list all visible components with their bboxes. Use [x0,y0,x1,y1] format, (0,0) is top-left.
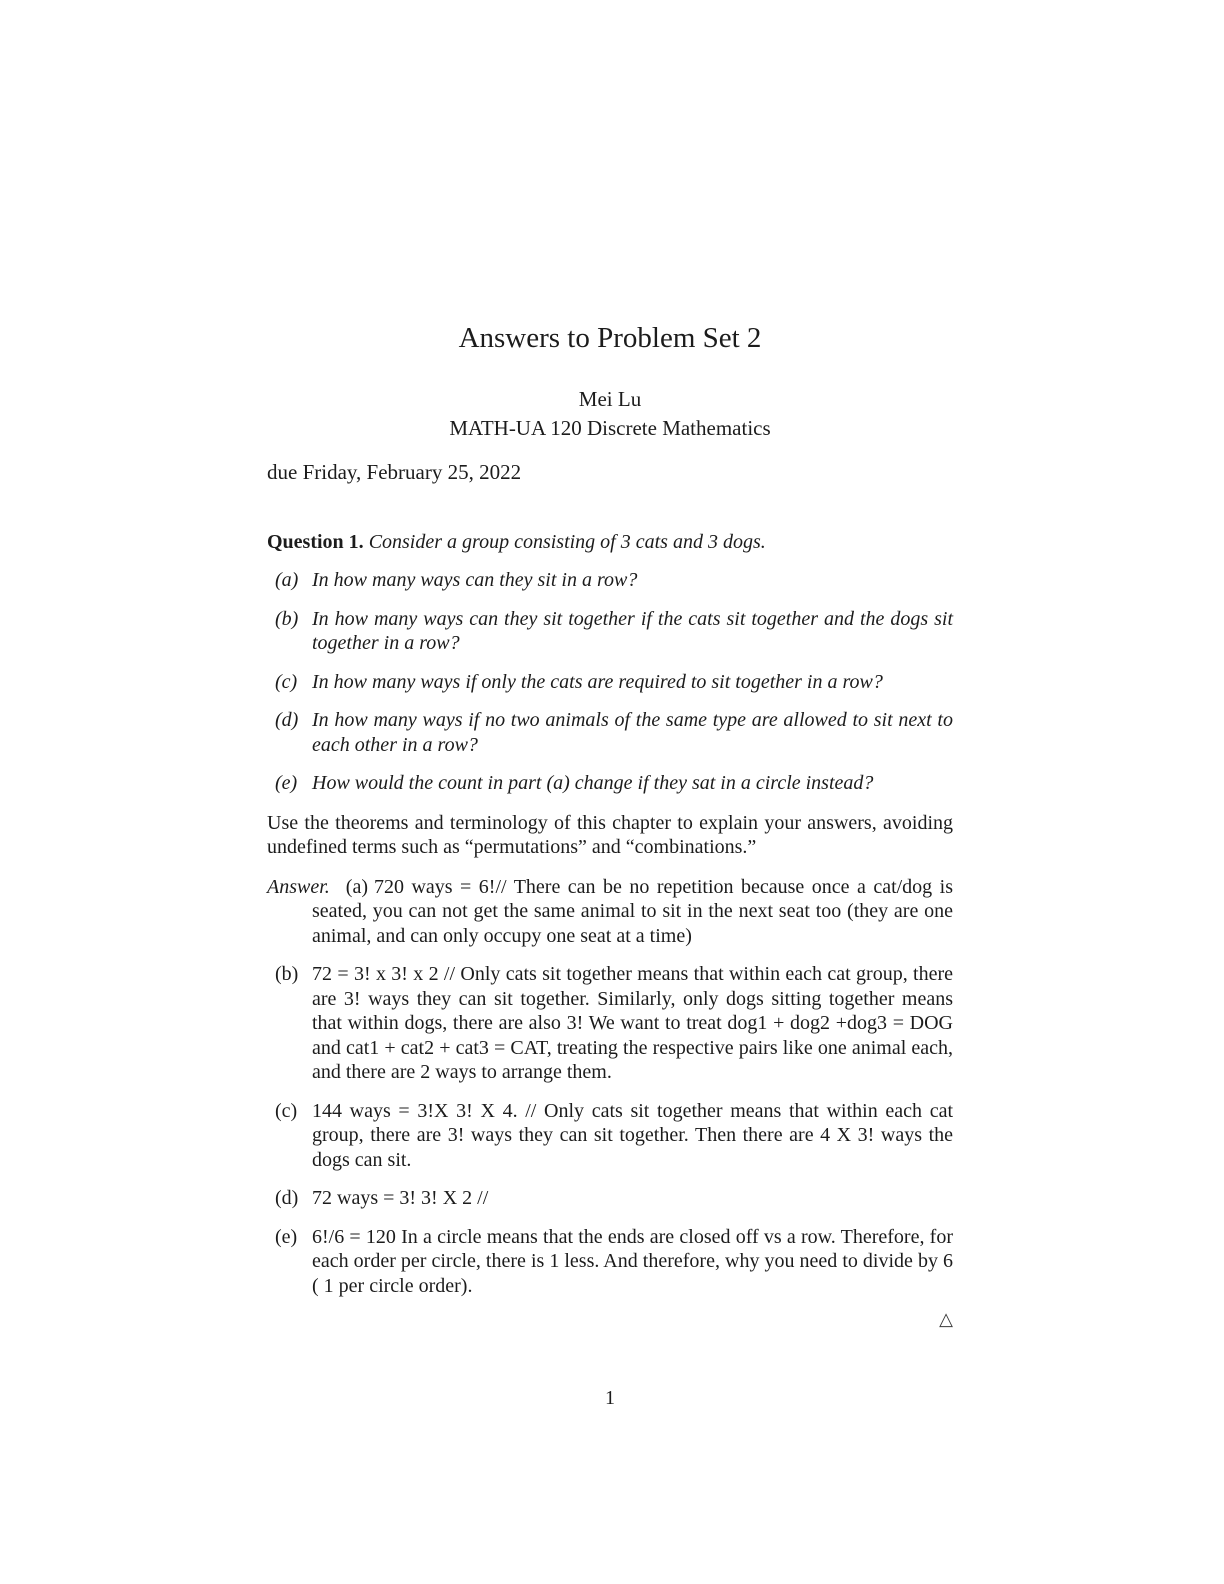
part-label: (e) [275,1225,298,1248]
part-text: 720 ways = 6!// There can be no repetition because once a cat/dog is seated, you can not get the same animal to sit in the next seat too (they are one animal, and can only occupy one seat at a time) [312,875,953,947]
answer-part-c [267,1099,953,1173]
part-label: (b) [275,607,299,630]
question-part-c [267,670,953,695]
part-text: In how many ways if no two animals of the same type are allowed to sit next to each other in a row? [312,709,953,756]
question-part-a [267,568,953,593]
text-column [267,0,953,1330]
due-date: due Friday, February 25, 2022 [267,460,522,484]
question-part-b [267,607,953,656]
part-text: How would the count in part (a) change if they sat in a circle instead? [312,772,874,794]
document-title: Answers to Problem Set 2 [458,322,762,354]
part-text: In how many ways can they sit in a row? [312,569,638,591]
answer-part-e [267,1225,953,1299]
part-label: (e) [275,772,298,794]
question-intro: Consider a group consisting of 3 cats and 3 dogs. [368,530,766,553]
part-label: (a) [345,875,368,898]
page-number: 1 [605,1387,615,1409]
part-text: In how many ways can they sit together if the cats sit together and the dogs sit together in a row? [312,607,953,654]
question-heading [267,530,953,555]
part-text: 6!/6 = 120 In a circle means that the ends are closed off vs a row. Therefore, for each order per circle, there is 1 less. And therefore, why you need to divide by 6 ( 1 per circle order). [312,1225,953,1297]
answer-part-d [267,1186,953,1211]
course-name: MATH-UA 120 Discrete Mathematics [449,416,771,440]
part-text: 72 ways = 3! 3! X 2 // [312,1187,489,1209]
part-label: (c) [275,670,298,693]
part-text: 72 = 3! x 3! x 2 // Only cats sit together means that within each cat group, there are 3! ways they can sit together. Similarly, only dogs sitting together means that within dogs, there are also 3! We want to treat dog1 + dog2 +dog3 = DOG and cat1 + cat2 + cat3 = CAT, treating the respective pairs like one animal each, and there are 2 ways to arrange them. [312,963,953,1083]
part-label: (d) [275,1187,299,1209]
question-part-e [267,771,953,796]
question-part-d [267,708,953,757]
part-label: (a) [275,569,299,591]
question-label: Question 1. [267,530,364,553]
author-block [267,385,953,443]
part-text: 144 ways = 3!X 3! X 4. // Only cats sit together means that within each cat group, there are 3! ways they can sit together. Then there are 4 X 3! ways the dogs can sit. [312,1099,953,1171]
instruction-note: Use the theorems and terminology of this chapter to explain your answers, avoiding undefined terms such as “permutations” and “combinations.” [267,811,953,858]
answer-part-b [267,962,953,1085]
part-text: In how many ways if only the cats are required to sit together in a row? [312,670,883,693]
part-label: (b) [275,963,299,985]
qed-triangle-icon: △ [939,1309,953,1329]
answer-part-a [267,875,953,949]
author-name: Mei Lu [578,387,642,411]
part-label: (c) [275,1099,298,1122]
answer-label: Answer. [267,875,330,898]
part-label: (d) [275,709,299,731]
